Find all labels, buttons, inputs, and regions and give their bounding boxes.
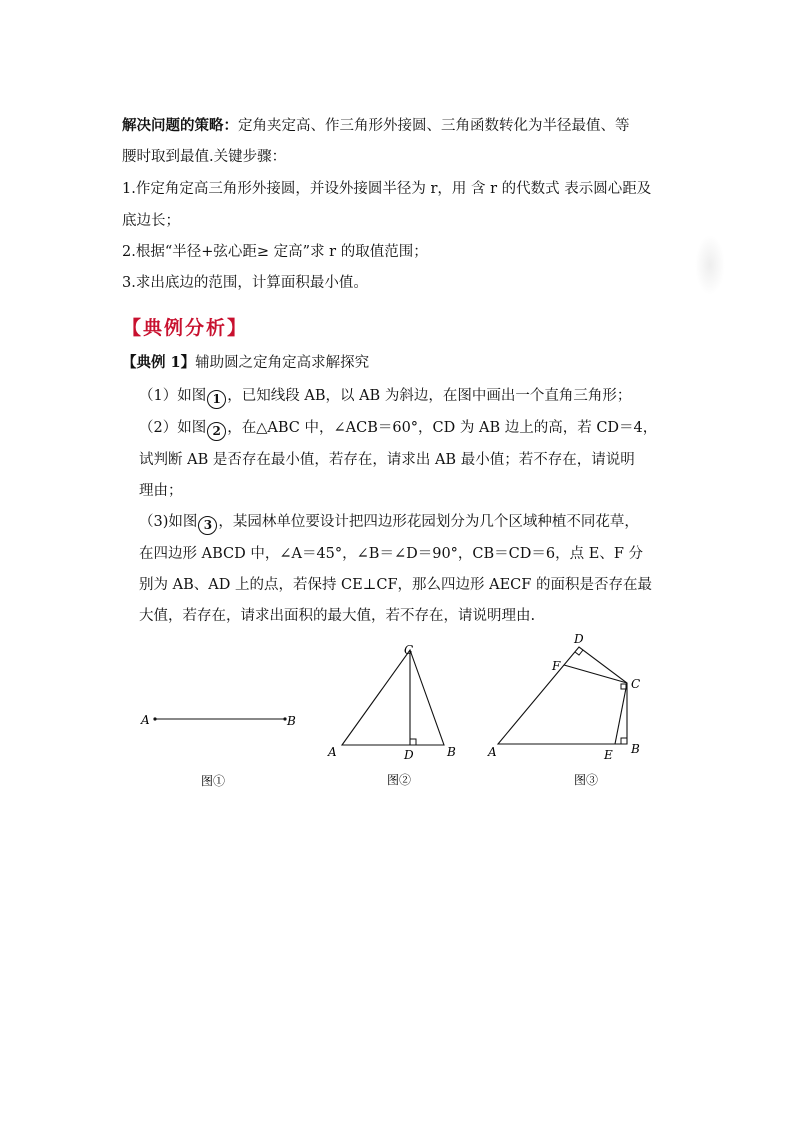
question-2: （2）如图 2 ，在△ABC 中，∠ACB＝60°，CD 为 AB 边上的高，若 CD＝4，: [139, 416, 657, 441]
right-angle-marker-b: [621, 738, 627, 744]
figure-3-caption: 图③: [574, 773, 599, 787]
figure-3: [480, 628, 655, 793]
strategy-step-2: 2.根据“半径+弦心距≥ 定高”求 r 的取值范围；: [122, 244, 428, 260]
circled-number-3: 3: [198, 516, 217, 535]
label-b: B: [631, 742, 640, 756]
strategy-step-3: 3.求出底边的范围，计算面积最小值。: [122, 275, 368, 291]
label-d: D: [574, 632, 584, 646]
question-3-line-2: 在四边形 ABCD 中，∠A＝45°，∠B＝∠D＝90°，CB＝CD＝6，点 E、F 分: [139, 546, 643, 562]
question-2-line-2: 试判断 AB 是否存在最小值，若存在，请求出 AB 最小值；若不存在，请说明: [139, 452, 635, 468]
section-banner: 【典例分析】: [122, 317, 249, 339]
question-3-line-4: 大值，若存在，请求出面积的最大值，若不存在，请说明理由.: [139, 608, 536, 624]
example-title: 【典例 1】辅助圆之定角定高求解探究: [122, 354, 370, 371]
strategy-line-1: 解决问题的策略：定角夹定高、作三角形外接圆、三角函数转化为半径最值、等: [122, 117, 630, 134]
question-1: （1）如图 1 ，已知线段 AB，以 AB 为斜边，在图中画出一个直角三角形；: [139, 384, 631, 409]
segment-cf: [564, 665, 627, 683]
label-a: A: [141, 713, 150, 727]
question-3: （3)如图 3 ，某园林单位要设计把四边形花园划分为几个区域种植不同花草，: [139, 510, 639, 535]
right-angle-marker-c: [621, 684, 626, 689]
figure-1-caption: 图①: [201, 774, 226, 788]
circled-number-1: 1: [207, 390, 226, 409]
point-a: [153, 717, 156, 720]
triangle-abc: [342, 650, 444, 745]
figure-2-caption: 图②: [387, 773, 412, 787]
strategy-line-2: 腰时取到最值.关键步骤：: [122, 149, 287, 165]
label-b: B: [447, 745, 456, 759]
label-b: B: [287, 714, 296, 728]
label-d: D: [404, 748, 414, 762]
label-a: A: [328, 745, 337, 759]
strategy-label: 解决问题的策略：: [122, 117, 238, 134]
quadrilateral-abcd: [498, 647, 627, 744]
label-c: C: [631, 677, 641, 691]
label-a: A: [488, 745, 497, 759]
strategy-step-1: 1.作定角定高三角形外接圆，并设外接圆半径为 r，用 含 r 的代数式 表示圆心距及: [122, 181, 652, 197]
question-2-line-3: 理由；: [139, 483, 183, 499]
strategy-step-1-cont: 底边长；: [122, 213, 180, 229]
circled-number-2: 2: [207, 422, 226, 441]
label-c: C: [404, 643, 414, 657]
label-e: E: [604, 748, 613, 762]
figure-1: [135, 700, 305, 800]
label-f: F: [552, 659, 561, 673]
scan-smudge: [695, 235, 725, 295]
question-3-line-3: 别为 AB、AD 上的点，若保持 CE⊥CF，那么四边形 AECF 的面积是否存在最: [139, 577, 652, 593]
figure-2: [320, 638, 470, 793]
right-angle-marker: [410, 739, 416, 745]
segment-ce: [615, 683, 627, 744]
